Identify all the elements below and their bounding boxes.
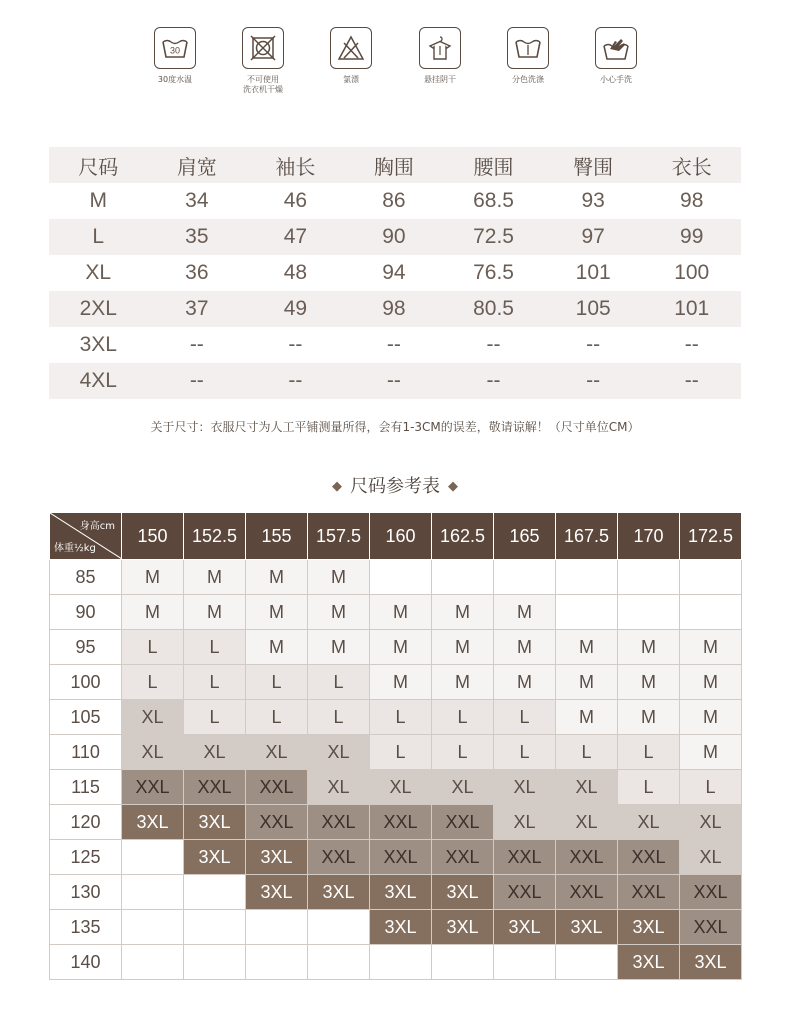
weight-cell: 90 xyxy=(50,595,122,630)
size-cell: XXL xyxy=(494,875,556,910)
size-cell: M xyxy=(680,665,742,700)
height-axis-label: 身高cm xyxy=(79,521,115,532)
header-cell: 衣长 xyxy=(642,147,741,183)
height-header-cell: 155 xyxy=(246,513,308,560)
measurement-cell: 34 xyxy=(185,189,209,212)
no-bleach-icon xyxy=(330,27,372,69)
size-cell: M xyxy=(432,630,494,665)
care-instructions xyxy=(0,27,790,97)
size-cell: M xyxy=(618,665,680,700)
size-cell: XL xyxy=(370,770,432,805)
size-cell xyxy=(370,945,432,980)
size-cell: L xyxy=(618,770,680,805)
size-cell: XXL xyxy=(246,770,308,805)
reference-row xyxy=(50,840,742,875)
size-cell: XXL xyxy=(680,875,742,910)
size-cell xyxy=(122,910,184,945)
height-header-cell: 167.5 xyxy=(556,513,618,560)
measurement-cell: 35 xyxy=(148,219,247,255)
reference-row xyxy=(50,770,742,805)
size-cell: M xyxy=(122,560,184,595)
size-cell: M xyxy=(556,665,618,700)
size-cell: M xyxy=(308,595,370,630)
header-cell: 肩宽 xyxy=(148,147,247,183)
size-cell: M xyxy=(246,630,308,665)
size-cell: M xyxy=(556,700,618,735)
size-cell xyxy=(308,910,370,945)
measurement-cell: -- xyxy=(544,363,643,399)
height-header-cell: 152.5 xyxy=(184,513,246,560)
size-cell: M xyxy=(494,665,556,700)
size-cell: M xyxy=(556,630,618,665)
measurement-cell: 90 xyxy=(345,219,444,255)
reference-row xyxy=(50,665,742,700)
size-cell: XL xyxy=(122,700,184,735)
size-cell: L xyxy=(246,665,308,700)
size-cell: L xyxy=(122,630,184,665)
size-cell: XL xyxy=(680,840,742,875)
size-cell: 3XL xyxy=(432,910,494,945)
size-cell: L xyxy=(556,735,618,770)
size-cell: XL xyxy=(308,770,370,805)
reference-header-row xyxy=(50,513,742,560)
size-cell: L xyxy=(432,700,494,735)
size-cell: XL xyxy=(556,770,618,805)
height-header-cell: 165 xyxy=(494,513,556,560)
size-cell: 3XL xyxy=(432,875,494,910)
height-header-cell: 160 xyxy=(370,513,432,560)
size-cell: L xyxy=(494,700,556,735)
reference-row xyxy=(50,560,742,595)
size-reference-table xyxy=(49,512,742,980)
care-label: 悬挂阴干 xyxy=(424,75,456,84)
measurement-cell: 72.5 xyxy=(443,219,544,255)
size-cell: 3XL xyxy=(680,945,742,980)
measurement-cell: -- xyxy=(246,363,345,399)
size-cell: M xyxy=(184,595,246,630)
wash-30-icon xyxy=(154,27,196,69)
care-item-hang-dry xyxy=(400,27,480,85)
size-cell: XXL xyxy=(308,805,370,840)
measurement-cell: -- xyxy=(189,333,204,356)
care-label: 氯漂 xyxy=(343,75,359,84)
no-machine-dry-icon xyxy=(242,27,284,69)
size-cell: M xyxy=(246,560,308,595)
size-cell xyxy=(618,560,680,595)
size-table xyxy=(49,147,741,399)
weight-cell: 100 xyxy=(50,665,122,700)
size-cell xyxy=(618,595,680,630)
measurement-cell: 94 xyxy=(382,261,406,284)
size-cell: XXL xyxy=(370,840,432,875)
measurement-cell: -- xyxy=(288,333,303,356)
reference-title-text: 尺码参考表 xyxy=(350,476,440,497)
size-cell: M xyxy=(618,630,680,665)
care-item-separate-wash xyxy=(488,27,568,85)
size-label-cell: L xyxy=(49,219,148,255)
size-table-row xyxy=(49,219,741,255)
size-cell xyxy=(556,945,618,980)
size-cell xyxy=(432,945,494,980)
height-header-cell: 170 xyxy=(618,513,680,560)
size-label-cell: XL xyxy=(85,261,112,284)
size-cell: M xyxy=(122,595,184,630)
measurement-cell: -- xyxy=(684,333,699,356)
size-cell: 3XL xyxy=(370,910,432,945)
size-cell xyxy=(680,560,742,595)
reference-title xyxy=(0,472,790,498)
size-cell: M xyxy=(618,700,680,735)
care-label: 不可使用 洗衣机干燥 xyxy=(243,75,283,94)
care-label: 小心手洗 xyxy=(600,75,632,84)
size-cell: 3XL xyxy=(246,840,308,875)
care-item-no-machine-dry xyxy=(223,27,303,95)
size-cell: M xyxy=(680,735,742,770)
size-cell: L xyxy=(494,735,556,770)
diamond-icon: ◆ xyxy=(448,479,458,494)
size-cell: 3XL xyxy=(494,910,556,945)
size-cell: M xyxy=(246,595,308,630)
size-cell xyxy=(680,595,742,630)
measurement-cell: 46 xyxy=(283,189,308,212)
size-label-cell: 3XL xyxy=(79,333,117,356)
size-cell: XXL xyxy=(246,805,308,840)
size-cell: M xyxy=(680,700,742,735)
measurement-cell: 98 xyxy=(680,189,704,212)
hang-dry-shade-icon xyxy=(419,27,461,69)
weight-cell: 95 xyxy=(50,630,122,665)
measurement-cell: 47 xyxy=(246,219,345,255)
size-cell: L xyxy=(370,735,432,770)
size-cell: XXL xyxy=(680,910,742,945)
size-cell: 3XL xyxy=(184,840,246,875)
diamond-icon: ◆ xyxy=(332,479,342,494)
size-cell: XL xyxy=(494,770,556,805)
measurement-cell: 97 xyxy=(544,219,643,255)
height-header-cell: 157.5 xyxy=(308,513,370,560)
reference-row xyxy=(50,875,742,910)
weight-axis-label: 体重½kg xyxy=(54,543,96,554)
size-cell: L xyxy=(308,700,370,735)
size-cell xyxy=(556,560,618,595)
size-cell: 3XL xyxy=(556,910,618,945)
size-cell xyxy=(184,910,246,945)
size-cell: L xyxy=(308,665,370,700)
hand-wash-icon xyxy=(595,27,637,69)
weight-cell: 130 xyxy=(50,875,122,910)
size-cell xyxy=(122,875,184,910)
weight-cell: 110 xyxy=(50,735,122,770)
size-cell: M xyxy=(432,665,494,700)
reference-row xyxy=(50,910,742,945)
size-cell: M xyxy=(370,665,432,700)
size-label-cell: M xyxy=(89,189,108,212)
corner-cell xyxy=(50,513,122,560)
weight-cell: 120 xyxy=(50,805,122,840)
measurement-cell: 36 xyxy=(185,261,209,284)
size-cell: 3XL xyxy=(618,945,680,980)
size-cell: XL xyxy=(494,805,556,840)
care-item-wash-30 xyxy=(135,27,215,85)
size-cell: XXL xyxy=(432,840,494,875)
measurement-cell: -- xyxy=(386,333,401,356)
height-header-cell: 150 xyxy=(122,513,184,560)
measurement-cell: -- xyxy=(486,333,501,356)
size-cell: 3XL xyxy=(370,875,432,910)
size-cell: 3XL xyxy=(246,875,308,910)
size-cell: L xyxy=(246,700,308,735)
size-cell: XXL xyxy=(184,770,246,805)
measurement-cell: 86 xyxy=(382,189,406,212)
size-cell: L xyxy=(184,700,246,735)
size-cell: XL xyxy=(122,735,184,770)
size-cell: L xyxy=(370,700,432,735)
header-cell: 腰围 xyxy=(443,147,544,183)
size-label-cell: 4XL xyxy=(49,363,148,399)
size-cell: XL xyxy=(184,735,246,770)
reference-row xyxy=(50,735,742,770)
weight-cell: 125 xyxy=(50,840,122,875)
size-table-row xyxy=(49,363,741,399)
weight-cell: 85 xyxy=(50,560,122,595)
size-cell: XXL xyxy=(556,875,618,910)
separate-wash-icon xyxy=(507,27,549,69)
size-cell xyxy=(246,945,308,980)
measurement-cell: 76.5 xyxy=(473,261,514,284)
size-cell: XXL xyxy=(432,805,494,840)
weight-cell: 140 xyxy=(50,945,122,980)
size-cell: L xyxy=(618,735,680,770)
measurement-cell: 93 xyxy=(581,189,605,212)
measurement-cell: -- xyxy=(642,363,741,399)
svg-text:30: 30 xyxy=(169,45,181,56)
measurement-cell: -- xyxy=(586,333,601,356)
size-cell xyxy=(308,945,370,980)
care-label: 30度水温 xyxy=(157,75,193,84)
measurement-cell: 68.5 xyxy=(473,189,514,212)
size-cell: XL xyxy=(680,805,742,840)
size-cell: M xyxy=(308,560,370,595)
reference-row xyxy=(50,630,742,665)
size-table-row xyxy=(49,255,741,291)
header-cell: 尺码 xyxy=(49,147,148,183)
size-cell: XXL xyxy=(618,840,680,875)
header-cell: 臀围 xyxy=(544,147,643,183)
size-table-row xyxy=(49,327,741,363)
size-cell: 3XL xyxy=(122,805,184,840)
size-cell: XXL xyxy=(370,805,432,840)
size-cell: 3XL xyxy=(184,805,246,840)
measurement-cell: 98 xyxy=(345,291,444,327)
care-item-no-bleach xyxy=(311,27,391,85)
measurement-cell: 101 xyxy=(642,291,741,327)
size-cell: M xyxy=(680,630,742,665)
size-cell: XXL xyxy=(494,840,556,875)
size-cell xyxy=(246,910,308,945)
size-cell: XL xyxy=(618,805,680,840)
size-cell: L xyxy=(122,665,184,700)
size-cell: XL xyxy=(246,735,308,770)
size-cell: XL xyxy=(556,805,618,840)
size-note: 关于尺寸：衣服尺寸为人工平铺测量所得，会有1-3CM的误差，敬请谅解！（尺寸单位CM） xyxy=(150,420,640,434)
size-cell: L xyxy=(680,770,742,805)
size-table-header xyxy=(49,147,741,183)
reference-row xyxy=(50,805,742,840)
care-label: 分色洗涤 xyxy=(512,75,544,84)
reference-row xyxy=(50,700,742,735)
measurement-cell: 49 xyxy=(246,291,345,327)
size-cell: M xyxy=(370,595,432,630)
measurement-cell: -- xyxy=(345,363,444,399)
size-cell: XXL xyxy=(308,840,370,875)
measurement-cell: -- xyxy=(148,363,247,399)
size-table-row xyxy=(49,183,741,219)
size-cell: M xyxy=(432,595,494,630)
size-cell xyxy=(494,945,556,980)
size-cell: M xyxy=(370,630,432,665)
measurement-cell: 37 xyxy=(148,291,247,327)
reference-row xyxy=(50,945,742,980)
size-cell xyxy=(122,840,184,875)
size-cell xyxy=(432,560,494,595)
size-cell: XL xyxy=(308,735,370,770)
size-cell: XXL xyxy=(556,840,618,875)
height-header-cell: 172.5 xyxy=(680,513,742,560)
measurement-cell: 100 xyxy=(674,261,710,284)
size-cell xyxy=(556,595,618,630)
measurement-cell: 105 xyxy=(544,291,643,327)
size-cell: M xyxy=(184,560,246,595)
measurement-cell: 101 xyxy=(575,261,611,284)
size-cell: XXL xyxy=(618,875,680,910)
size-label-cell: 2XL xyxy=(49,291,148,327)
measurement-cell: 80.5 xyxy=(443,291,544,327)
measurement-cell: -- xyxy=(443,363,544,399)
size-cell: L xyxy=(184,630,246,665)
size-cell: 3XL xyxy=(618,910,680,945)
size-cell: L xyxy=(184,665,246,700)
measurement-cell: 99 xyxy=(642,219,741,255)
size-cell: L xyxy=(432,735,494,770)
size-cell: XXL xyxy=(122,770,184,805)
care-item-hand-wash xyxy=(576,27,656,85)
weight-cell: 105 xyxy=(50,700,122,735)
height-header-cell: 162.5 xyxy=(432,513,494,560)
size-cell: 3XL xyxy=(308,875,370,910)
weight-cell: 135 xyxy=(50,910,122,945)
header-cell: 胸围 xyxy=(345,147,444,183)
size-cell xyxy=(494,560,556,595)
size-cell xyxy=(184,875,246,910)
size-cell xyxy=(122,945,184,980)
header-cell: 袖长 xyxy=(246,147,345,183)
size-table-row xyxy=(49,291,741,327)
size-cell: M xyxy=(494,630,556,665)
reference-row xyxy=(50,595,742,630)
size-cell: M xyxy=(308,630,370,665)
size-cell xyxy=(184,945,246,980)
size-cell: M xyxy=(494,595,556,630)
measurement-cell: 48 xyxy=(283,261,308,284)
weight-cell: 115 xyxy=(50,770,122,805)
size-cell: XL xyxy=(432,770,494,805)
size-cell xyxy=(370,560,432,595)
